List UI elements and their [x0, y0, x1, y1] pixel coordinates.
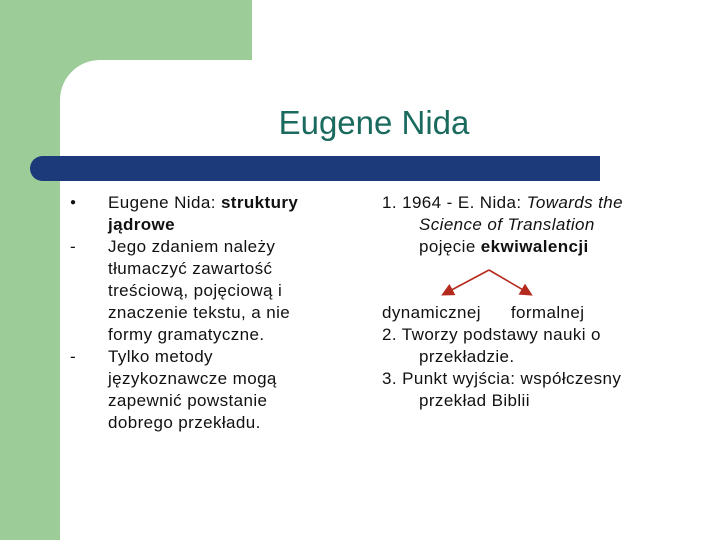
formal-label: formalnej — [510, 303, 585, 322]
dynamic-label: dynamicznej — [382, 303, 481, 322]
list-item-text: Jego zdaniem należy tłumaczyć zawartość treściową, pojęciową i znaczenie tekstu, a nie formy gramatyczne. — [108, 237, 291, 344]
point-2-line: 2. Tworzy podstawy nauki o — [382, 325, 601, 344]
point-2-continued: przekładzie. — [419, 347, 515, 366]
point-1-line: 1. 1964 - E. Nida: Towards the — [382, 193, 624, 212]
list-item-text: Eugene Nida: struktury jądrowe — [108, 193, 299, 234]
point-3-continued: przekład Biblii — [419, 391, 530, 410]
dash-marker: - — [70, 237, 76, 256]
point-3-line: 3. Punkt wyjścia: współczesny — [382, 369, 622, 388]
dash-marker: - — [70, 347, 76, 366]
arrow-to-dynamic-icon — [444, 270, 489, 294]
bullet-marker: ● — [70, 197, 77, 208]
list-item-text: Tylko metody językoznawcze mogą zapewnić powstanie dobrego przekładu. — [108, 347, 277, 432]
equivalence-concept: pojęcie ekwiwalencji — [419, 237, 589, 256]
book-title-continued: Science of Translation — [419, 215, 595, 234]
arrow-to-formal-icon — [489, 270, 530, 294]
book-title: Towards the — [526, 193, 624, 212]
slide-title: Eugene Nida — [278, 104, 470, 141]
